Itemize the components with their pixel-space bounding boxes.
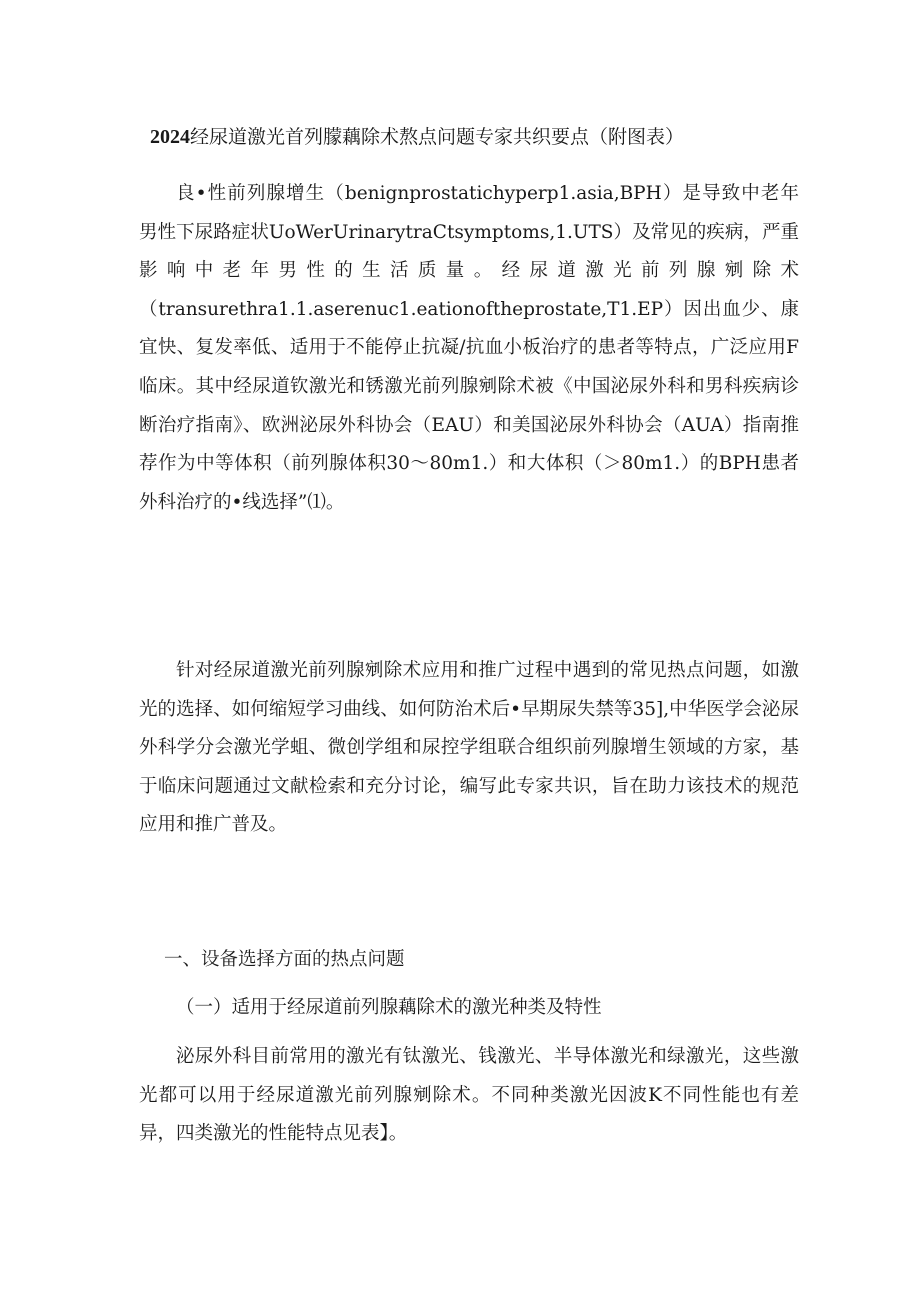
document-title — [150, 124, 850, 150]
title-text: 经尿道激光首列朦藕除术熬点问题专家共织要点（附图表） — [190, 126, 685, 148]
background-paragraph: 针对经尿道激光前列腺剜除术应用和推广过程中遇到的常见热点问题，如激光的选择、如何缩短学习曲线、如何防治术后•早期尿失禁等35],中华医学会泌尿外科学分会激光学蛆、微创学组和尿控学组联合组织前列腺增生领域的方家，基于临床问题通过文献检索和充分讨论，编写此专家共识，旨在助力该技术的规范应用和推广普及。 — [139, 660, 799, 836]
laser-types-paragraph: 泌尿外科目前常用的激光有钛激光、钱激光、半导体激光和绿激光，这些激光都可以用于经尿道激光前列腺剜除术。不同种类激光因波K不同性能也有差异，四类激光的性能特点见表】。 — [139, 1046, 799, 1145]
intro-paragraph: 良•性前列腺增生（benignprostatichyperp1.asia,BPH）是导致中老年男性下尿路症状UoWerUrinarytraCtsymptoms,1.UTS）及常见的疾病，严重影响中老年男性的生活质量。经尿道激光前列腺剜除术（transurethra1.1.aserenuc1.eationoftheprostate,T1.EP）因出血少、康宜快、复发率低、适用于不能停止抗凝/抗血小板治疗的患者等特点，广泛应用F临床。其中经尿道钦激光和锈激光前列腺剜除术被《中国泌尿外科和男科疾病诊断治疗指南》、欧洲泌尿外科协会（EAU）和美国泌尿外科协会（AUA）指南推荐作为中等体积（前列腺体积30～80m1.）和大体积（＞80m1.）的BPH患者外科治疗的•线选择”⑴。 — [139, 183, 799, 513]
subsection-heading: （一）适用于经尿道前列腺藕除术的激光种类及特性 — [176, 997, 602, 1018]
title-year: 2024 — [150, 126, 190, 148]
section-heading: 一、设备选择方面的热点问题 — [164, 949, 405, 970]
